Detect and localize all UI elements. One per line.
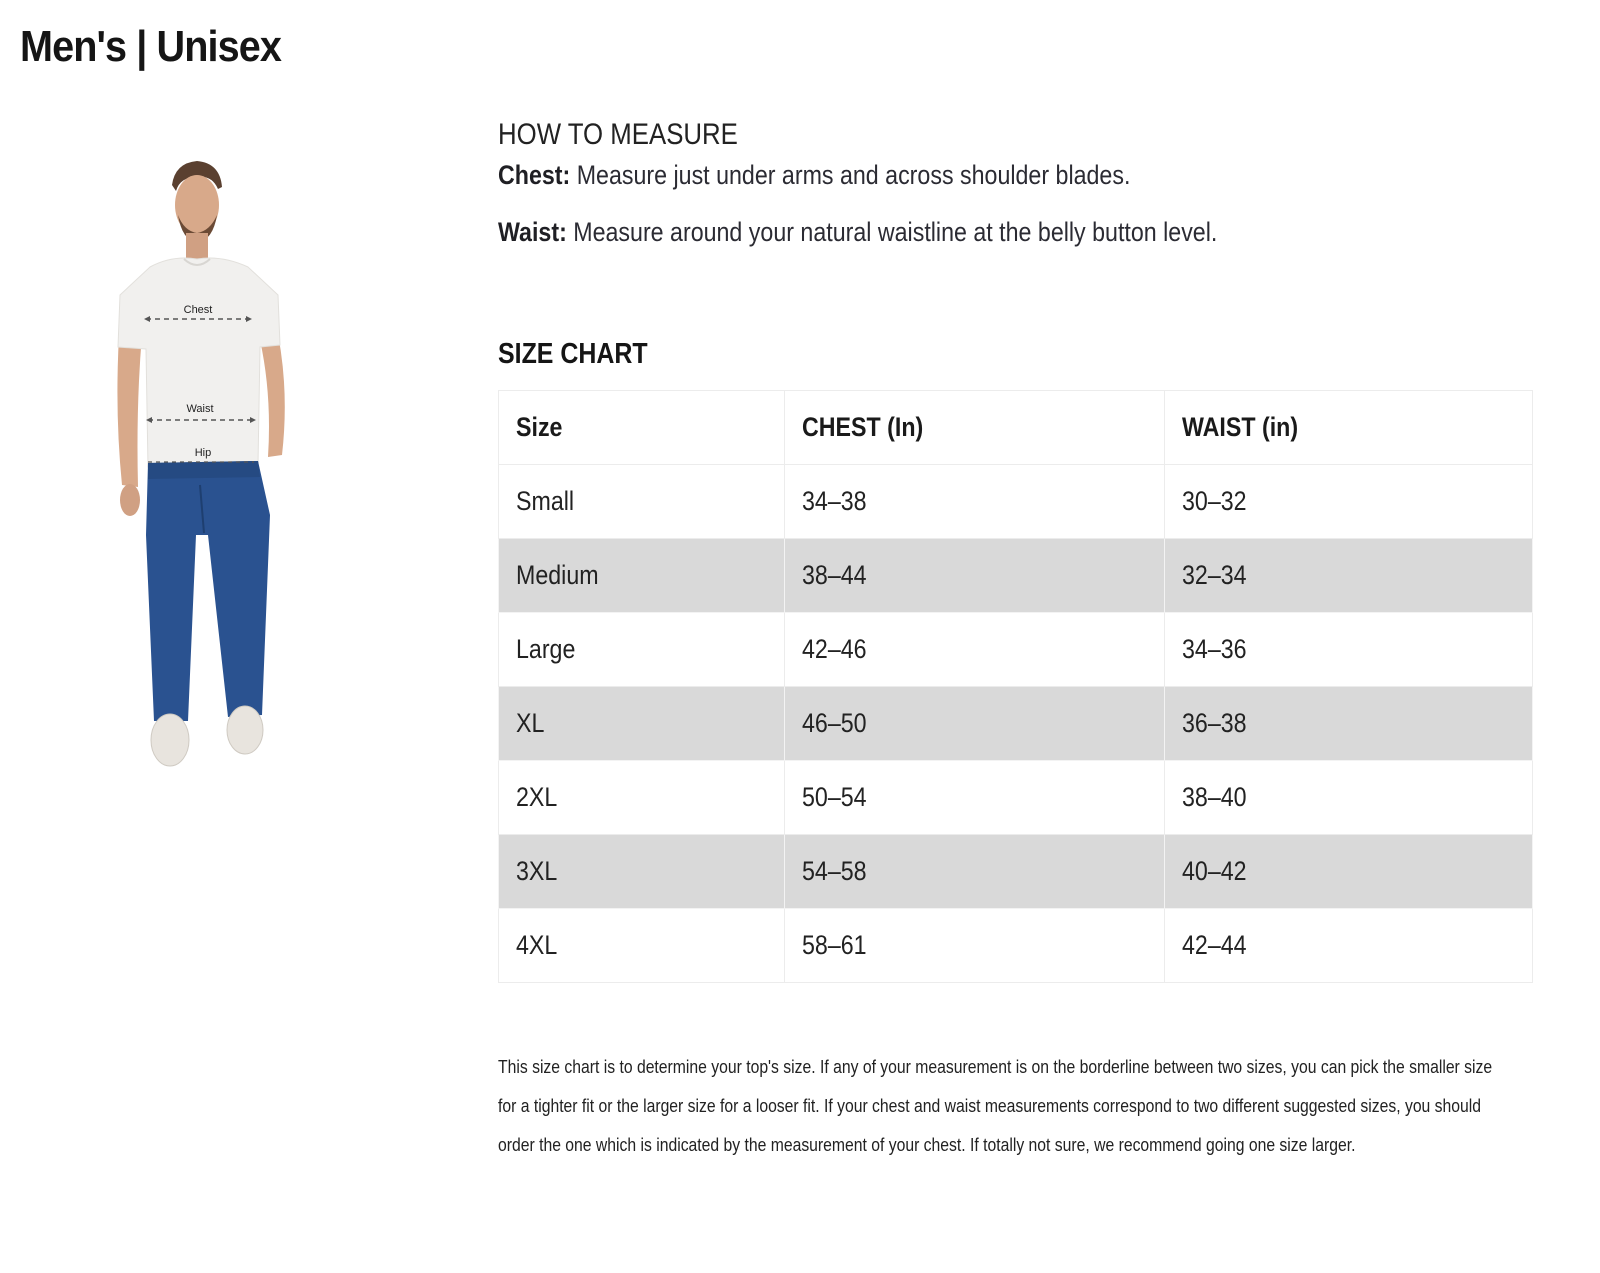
- chest-cell: 50–54: [785, 761, 1165, 835]
- size-cell: 4XL: [499, 909, 785, 983]
- waist-cell: 36–38: [1165, 687, 1533, 761]
- size-cell: XL: [499, 687, 785, 761]
- waist-cell: 42–44: [1165, 909, 1533, 983]
- table-row: [499, 539, 1533, 613]
- size-guide-note: This size chart is to determine your top's size. If any of your measurement is on the borderline between two sizes, you can pick the smaller size for a tighter fit or the larger size for a looser fit. If your chest and waist measurements correspond to two different suggested sizes, you should order the one which is indicated by the measurement of your chest. If totally not sure, we recommend going one size larger.: [498, 1056, 1493, 1155]
- waist-cell: 38–40: [1165, 761, 1533, 835]
- size-cell: Small: [499, 465, 785, 539]
- table-row: [499, 465, 1533, 539]
- table-row: [499, 909, 1533, 983]
- table-row: [499, 613, 1533, 687]
- table-row: [499, 835, 1533, 909]
- size-cell: 2XL: [499, 761, 785, 835]
- chest-instruction-text: Measure just under arms and across shoulder blades.: [570, 160, 1131, 190]
- chest-cell: 34–38: [785, 465, 1165, 539]
- chest-instruction-label: Chest:: [498, 160, 571, 190]
- waist-cell: 32–34: [1165, 539, 1533, 613]
- column-header-chest: CHEST (In): [785, 391, 1165, 465]
- waist-instruction-label: Waist:: [498, 217, 567, 247]
- model-measurement-illustration: [100, 155, 310, 785]
- waist-cell: 34–36: [1165, 613, 1533, 687]
- size-guide-content: [498, 118, 1532, 1164]
- waist-label: Waist: [186, 403, 214, 415]
- size-chart-table: [498, 390, 1533, 983]
- chest-instruction: [498, 160, 1532, 217]
- how-to-measure-heading: HOW TO MEASURE: [498, 118, 738, 151]
- size-cell: Medium: [499, 539, 785, 613]
- chest-cell: 42–46: [785, 613, 1165, 687]
- waist-instruction: [498, 217, 1532, 274]
- column-header-waist: WAIST (in): [1165, 391, 1533, 465]
- table-row: [499, 687, 1533, 761]
- chest-cell: 54–58: [785, 835, 1165, 909]
- model-figure-graphic: [100, 155, 310, 785]
- page-title: Men's | Unisex: [20, 22, 281, 71]
- hip-label: Hip: [194, 447, 212, 459]
- waist-cell: 30–32: [1165, 465, 1533, 539]
- table-header-row: [499, 391, 1533, 465]
- size-cell: 3XL: [499, 835, 785, 909]
- size-chart-heading: SIZE CHART: [498, 338, 648, 370]
- chest-cell: 46–50: [785, 687, 1165, 761]
- waist-cell: 40–42: [1165, 835, 1533, 909]
- table-row: [499, 761, 1533, 835]
- chest-cell: 58–61: [785, 909, 1165, 983]
- size-cell: Large: [499, 613, 785, 687]
- waist-instruction-text: Measure around your natural waistline at the belly button level.: [566, 217, 1218, 247]
- column-header-size: Size: [499, 391, 785, 465]
- chest-cell: 38–44: [785, 539, 1165, 613]
- chest-label: Chest: [183, 304, 213, 316]
